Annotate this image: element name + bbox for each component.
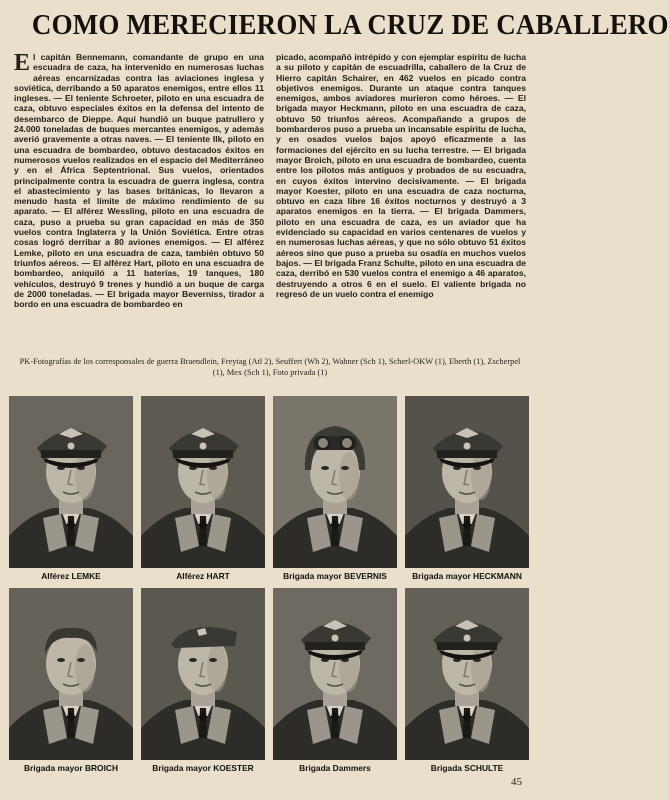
portrait-caption: Brigada SCHULTE (430, 763, 504, 773)
portrait-heckmann-image (405, 396, 529, 568)
portrait-photo (141, 588, 265, 760)
portrait-cell (405, 396, 529, 582)
portrait-photo (141, 396, 265, 568)
portrait-cell (141, 396, 265, 582)
portrait-caption: Alférez LEMKE (41, 571, 101, 581)
photo-credits: PK-Fotografías de los corresponsales de guerra Braendlein, Freytag (Atl 2), Seuffert (Wh 2), Wahner (Sch 1), Scherl-OKW (1), Eberth (1), Zscherpel (1), Mex (Sch 1), Foto privada (1) (19, 357, 521, 377)
page-headline: COMO MERECIERON LA CRUZ DE CABALLERO (31, 9, 669, 41)
portrait-caption: Brigada Dammers (299, 763, 371, 773)
article-text-left: l capitán Bennemann, comandante de grupo en una escuadra de caza, ha intervenido en numerosas luchas aéreas encarnizadas contra las aviaciones inglesa y soviética, derribando a 50 aparatos enemigos, entre ellos 11 ingleses. — El teniente Schroeter, piloto en una escuadra de caza, obtuvo especiales éxitos en la defensa del intento de desembarco de Dieppe. Aquí hundió un buque patrullero y 24.000 toneladas de buques mercantes enemigos, y además averió gravemente a otras naves. — El teniente Ilk, piloto en una escuadra de bombardeo, obtuvo destacados éxitos en numerosos vuelos realizados en el espacio del Mediterráneo y en el África Septentrional. Sus vuelos, orientados principalmente contra la escuadra de guerra inglesa, contra el abastecimiento y las bases británicas, lo llevaron a menudo hasta el límite de máximo rendimiento de su aparato. — El alférez Wessling, piloto en una escuadra de caza, puso a prueba su gran capacidad en más de 350 vuelos contra Inglaterra y la Unión Soviética. Entre otras cosas logró derribar a 80 aviones enemigos. — El alférez Lemke, piloto en una escuadra de caza, también obtuvo 50 triunfos aéreos. — El alférez Hart, piloto en una escuadra de bombardeo, aniquiló a 11 baterías, 19 tanques, 180 vehículos, destruyó 9 trenes y hundió a un buque de carga de 2000 toneladas. — El brigada mayor Beverniss, tirador a bordo en una escuadra de bombardeo en (14, 52, 264, 310)
portrait-photo (273, 588, 397, 760)
drop-cap: E (14, 50, 31, 76)
portrait-caption: Brigada mayor BEVERNIS (283, 571, 387, 581)
portrait-caption: Brigada mayor KOESTER (152, 763, 254, 773)
portrait-caption: Brigada mayor BROICH (23, 763, 118, 773)
portrait-schulte-image (405, 588, 529, 760)
portrait-cell (9, 588, 133, 774)
portrait-photo (9, 396, 133, 568)
portrait-caption: Brigada mayor HECKMANN (412, 571, 522, 581)
portrait-grid (9, 396, 531, 774)
portrait-cell (273, 588, 397, 774)
article-column-left (14, 52, 264, 350)
portrait-photo (273, 396, 397, 568)
portrait-koester-image (141, 588, 265, 760)
portrait-photo (405, 396, 529, 568)
article-column-right (276, 52, 526, 350)
portrait-cell (405, 588, 529, 774)
portrait-cell (9, 396, 133, 582)
article-body (14, 52, 526, 350)
portrait-cell (273, 396, 397, 582)
portrait-dammers-image (273, 588, 397, 760)
portrait-caption: Alférez HART (176, 571, 230, 581)
portrait-photo (405, 588, 529, 760)
portrait-photo (9, 588, 133, 760)
portrait-broich-image (9, 588, 133, 760)
portrait-cell (141, 588, 265, 774)
page-number: 45 (511, 776, 522, 788)
article-text-right: picado, acompañó intrépido y con ejemplar espíritu de lucha a su piloto y capitán de escuadrilla, caballero de la Cruz de Hierro capitán Schairer, en 462 vuelos en picado contra objetivos enemigos. Durante un ataque contra tanques enemigos, ambos aviadores murieron como héroes. — El brigada mayor Heckmann, piloto en una escuadra de caza, obtuvo 50 triunfos aéreos. Acompañando a grupos de bombarderos puso a prueba un incansable espíritu de lucha, y en osados vuelos bajos apoyó eficazmente a las formaciones del ejército en su lucha terrestre. — El brigada mayor Broich, piloto en una escuadra de bombardeo, cuenta entre los pilotos más antiguos y probados de su escuadra, en cuyos éxitos intervino decisivamente. — El brigada mayor Koester, piloto en una escuadra de caza nocturna, obtuvo en caza libre 16 éxitos nocturnos y destruyó a 3 aparatos enemigos en la tierra. — El brigada Dammers, piloto en una escuadra de caza, es un aviador que ha evidenciado su capacidad en varios centenares de vuelos y en numerosas luchas aéreas, y que no sólo obtuvo 51 éxitos aéreos sino que puso a prueba su osadía en muchos vuelos bajos. — El brigada Franz Schulte, piloto en una escuadra de caza, derribó en 530 vuelos contra el enemigo a 46 aparatos, destruyendo a otros 6 en el suelo. El valiente brigada no regresó de un vuelo contra el enemigo (276, 52, 526, 299)
portrait-hart-image (141, 396, 265, 568)
portrait-lemke-image (9, 396, 133, 568)
portrait-bevernis-image (273, 396, 397, 568)
